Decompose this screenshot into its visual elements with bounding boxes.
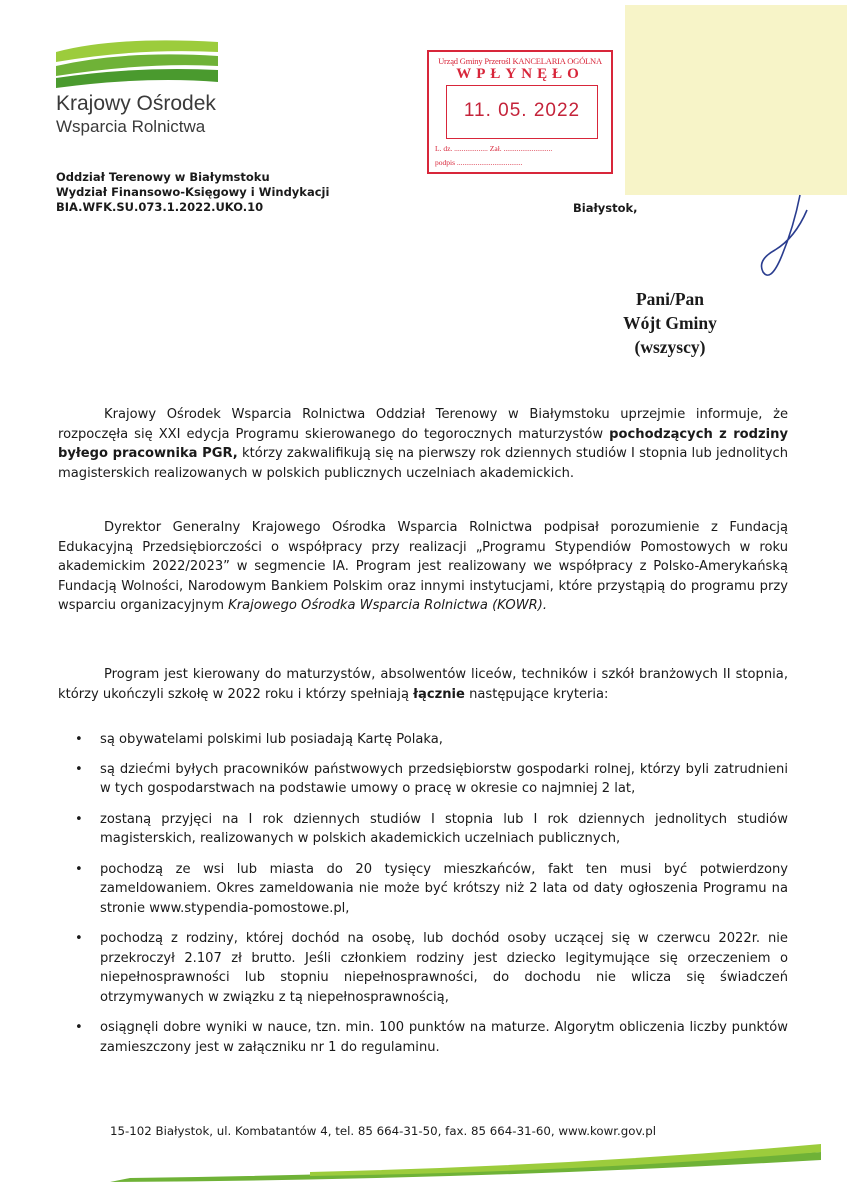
stamp-office: Urząd Gminy Przerośl KANCELARIA OGÓLNA [438, 56, 602, 66]
stamp-signature-line: podpis ................................... [435, 158, 523, 167]
paragraph-1 [58, 405, 788, 483]
bullet-icon: • [75, 1020, 83, 1035]
handwritten-signature-icon [745, 190, 815, 290]
p1-text-a: Krajowy Ośrodek Wsparcia Rolnictwa Oddział Terenowy w Białymstoku uprzejmie informuje, że rozpoczęła się XXI edycja Programu skierowanego do tegorocznych maturzystów [58, 407, 788, 442]
footer-address: 15-102 Białystok, ul. Kombatantów 4, tel. 85 664-31-50, fax. 85 664-31-60, www.kowr.gov.pl [110, 1124, 657, 1138]
dept-line-2: Wydział Finansowo-Księgowy i Windykacji [56, 185, 330, 199]
bullet-icon: • [75, 861, 83, 877]
stamp-date-box [446, 85, 598, 139]
criteria-item [58, 760, 788, 799]
p2-italic: Krajowego Ośrodka Wsparcia Rolnictwa (KOWR). [228, 598, 548, 613]
department-header [56, 170, 329, 215]
p3-text-b: następujące kryteria: [464, 686, 609, 702]
p1-bold: pochodzących z rodziny byłego pracownika PGR, [58, 426, 788, 461]
bullet-icon: • [75, 761, 83, 777]
bullet-icon: • [75, 811, 83, 827]
criteria-text: są dziećmi byłych pracowników państwowych przedsiębiorstw gospodarki rolnej, którzy byli zatrudnieni w tych gospodarstwach na podstawie umowy o pracę w okresie co najmniej 2 lat, [100, 761, 788, 796]
stamp-date: 11. 05. 2022 [463, 100, 581, 121]
footer-swoosh-icon [110, 1130, 821, 1182]
criteria-text: osiągnęli dobre wyniki w nauce, tzn. min. 100 punktów na maturze. Algorytm obliczenia liczby punktów zamieszczony jest w załączniku nr 1 do regulaminu. [100, 1020, 788, 1055]
bullet-icon: • [75, 732, 83, 747]
dept-line-1: Oddział Terenowy w Białymstoku [56, 170, 270, 184]
stamp-fields: L. dz. .................. Zał. .......................... [435, 144, 553, 153]
p1-text-b: którzy zakwalifikują się na pierwszy rok dziennych studiów I stopnia lub jednolitych magisterskich realizowanych w polskich publicznych uczelniach akademickich. [58, 446, 788, 481]
logo-subtitle: Wsparcia Rolnictwa [56, 117, 206, 136]
received-stamp [427, 50, 613, 174]
criteria-item [58, 929, 788, 1007]
addressee-line-1: Pani/Pan [635, 289, 705, 309]
addressee-line-2: Wójt Gminy [623, 313, 717, 333]
logo-title: Krajowy Ośrodek [56, 92, 216, 115]
addressee [560, 287, 780, 359]
criteria-item [58, 810, 788, 849]
addressee-line-3: (wszyscy) [634, 337, 706, 357]
p3-text-a: Program jest kierowany do maturzystów, absolwentów liceów, techników i szkół branżowych II stopnia, którzy ukończyli szkołę w 2022 roku i którzy spełniają [58, 667, 788, 702]
place-date: Białystok, [573, 201, 638, 215]
reference-number: BIA.WFK.SU.073.1.2022.UKO.10 [56, 200, 264, 214]
criteria-text: są obywatelami polskimi lub posiadają Kartę Polaka, [100, 732, 443, 747]
criteria-text: pochodzą z rodziny, której dochód na osobę, lub dochód osoby uczącej się w czerwcu 2022r. nie przekroczył 2.107 zł brutto. Jeśli członkiem rodziny jest dziecko legitymujące się orzeczeniem o niepełnosprawności lub stopniu niepełnosprawności, do dochodu nie wlicza się świadczeń otrzymywanych w związku z tą niepełnosprawnością, [100, 931, 788, 1005]
stamp-received-label: WPŁYNĘŁO [456, 66, 584, 82]
bullet-icon: • [75, 931, 83, 946]
kowr-logo-icon [56, 38, 218, 88]
p2-text-a: Dyrektor Generalny Krajowego Ośrodka Wsparcia Rolnictwa podpisał porozumienie z Fundacją Edukacyjną Przedsiębiorczości o współpracy przy realizacji „Programu Stypendiów Pomostowych w roku akademickim 2022/2023” w segmencie IA. Program jest realizowany we współpracy z Polsko-Amerykańską Fundacją Wolności, Narodowym Bankiem Polskim oraz innymi instytucjami, które przystąpią do programu przy wsparciu organizacyjnym [58, 520, 788, 613]
paragraph-3 [58, 665, 788, 704]
criteria-text: pochodzą ze wsi lub miasta do 20 tysięcy mieszkańców, fakt ten musi być potwierdzony zameldowaniem. Okres zameldowania nie może być krótszy niż 2 lata od daty ogłoszenia Programu na stronie www.stypendia-pomostowe.pl, [100, 861, 788, 916]
criteria-item [58, 1018, 788, 1057]
criteria-item [58, 860, 788, 919]
p3-bold: łącznie [413, 686, 465, 702]
criteria-item [58, 730, 788, 750]
paragraph-2 [58, 518, 788, 616]
criteria-text: zostaną przyjęci na I rok dziennych studiów I stopnia lub I rok dziennych jednolitych studiów magisterskich, realizowanych w polskich akademickich uczelniach publicznych, [100, 811, 788, 846]
criteria-list [58, 730, 788, 1057]
sticky-note [625, 5, 847, 195]
